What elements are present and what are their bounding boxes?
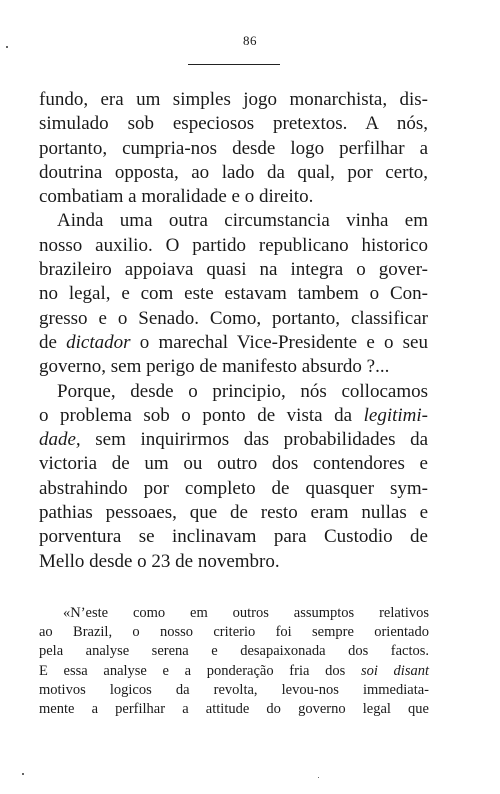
main-line	[39, 380, 428, 404]
footnote-text: motivos logicos da revolta, levou-nos immediata-	[39, 681, 429, 698]
main-line	[39, 282, 428, 306]
footnote-line	[39, 604, 429, 623]
main-line	[39, 501, 428, 525]
print-speck	[22, 773, 24, 775]
main-text	[39, 88, 428, 574]
footnote	[39, 604, 429, 719]
main-text: abstrahindo por completo de quasquer sym-	[39, 477, 428, 499]
page-number: 86	[243, 33, 257, 48]
main-line	[39, 161, 428, 185]
footnote-line	[39, 642, 429, 661]
main-text: nosso auxilio. O partido republicano historico	[39, 234, 428, 256]
header-rule	[188, 64, 280, 65]
main-text: simulado sob especiosos pretextos. A nós,	[39, 113, 428, 135]
main-text: o problema sob o ponto de vista da	[39, 404, 364, 426]
main-line	[39, 550, 428, 574]
footnote-line	[39, 623, 429, 642]
main-line	[39, 137, 428, 161]
main-italic-text: dictador	[66, 331, 131, 353]
footnote-line	[39, 700, 429, 719]
main-line	[39, 307, 428, 331]
footnote-text: mente a perfilhar a attitude do governo legal que	[39, 700, 429, 717]
main-line	[39, 477, 428, 501]
main-line	[39, 355, 428, 379]
footnote-line	[39, 681, 429, 700]
print-speck	[318, 777, 319, 778]
main-line	[39, 185, 428, 209]
main-text: Ainda uma outra circumstancia vinha em	[57, 210, 428, 232]
main-line	[39, 525, 428, 549]
main-text: brazileiro appoiava quasi na integra o gover-	[39, 259, 428, 281]
footnote-text: E essa analyse e a ponderação fria dos	[39, 662, 361, 679]
main-line	[39, 88, 428, 112]
footnote-text: «N’este como em outros assumptos relativos	[63, 605, 429, 621]
main-text: no legal, e com este estavam tambem o Con-	[39, 283, 428, 305]
main-text: sem inquirirmos das probabilidades da	[80, 429, 428, 451]
main-line	[39, 112, 428, 136]
footnote-text: ao Brazil, o nosso criterio foi sempre orientado	[39, 624, 429, 641]
main-text: portanto, cumpria-nos desde logo perfilhar a	[39, 137, 428, 159]
main-line	[39, 258, 428, 282]
main-line	[39, 452, 428, 476]
main-text: pathias pessoaes, que de resto eram nullas e	[39, 502, 428, 524]
main-text: combatiam a moralidade e o direito.	[39, 186, 314, 208]
main-line	[39, 331, 428, 355]
main-line	[39, 404, 428, 428]
main-text: o marechal Vice-Presidente e o seu	[130, 331, 428, 353]
footnote-text: pela analyse serena e desapaixonada dos factos.	[39, 643, 429, 660]
main-line	[39, 428, 428, 452]
footnote-line	[39, 662, 429, 681]
main-text: porventura se inclinavam para Custodio de	[39, 526, 428, 548]
main-text: Mello desde o 23 de novembro.	[39, 550, 280, 572]
main-text: gresso e o Senado. Como, portanto, classificar	[39, 307, 428, 329]
main-text: governo, sem perigo de manifesto absurdo ?...	[39, 356, 390, 378]
print-speck	[6, 46, 8, 48]
main-italic-text: dade,	[39, 429, 81, 451]
main-line	[39, 209, 428, 233]
main-text: fundo, era um simples jogo monarchista, dis-	[39, 89, 428, 110]
main-text: victoria de um ou outro dos contendores e	[39, 453, 428, 475]
main-text: doutrina opposta, ao lado da qual, por certo,	[39, 161, 428, 183]
footnote-italic-text: soi disant	[360, 662, 429, 679]
main-text: de	[39, 331, 67, 353]
main-italic-text: legitimi-	[363, 404, 428, 426]
main-line	[39, 234, 428, 258]
main-text: Porque, desde o principio, nós collocamos	[57, 380, 428, 402]
